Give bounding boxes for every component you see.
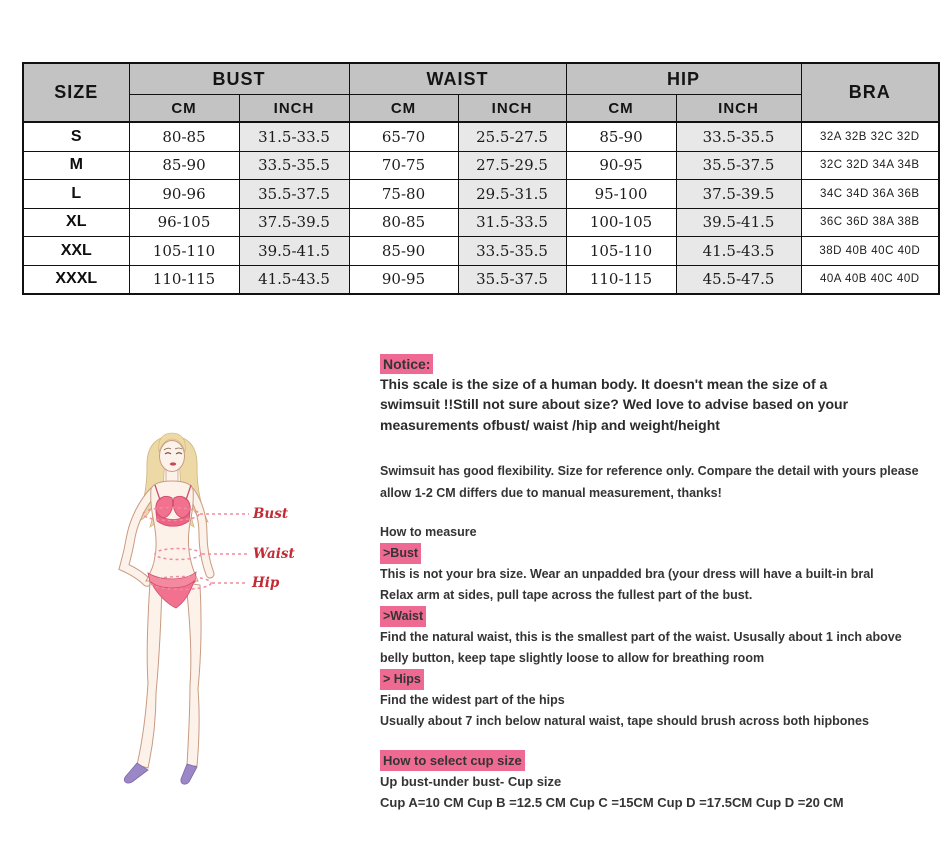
unit-header-bust-inch: INCH xyxy=(239,95,349,123)
hip-inch-cell: 39.5-41.5 xyxy=(676,208,801,237)
waist-cm-cell: 65-70 xyxy=(349,122,458,151)
left-leg xyxy=(137,581,162,768)
notice-heading-row xyxy=(380,354,936,374)
hip-cm-cell: 100-105 xyxy=(566,208,676,237)
hip-cm-cell: 85-90 xyxy=(566,122,676,151)
flexibility-line: Swimsuit has good flexibility. Size for reference only. Compare the detail with yours please xyxy=(380,464,919,479)
cup-size-heading: How to select cup size xyxy=(380,750,525,771)
column-header-bra: BRA xyxy=(801,63,939,122)
hip-cm-cell: 90-95 xyxy=(566,151,676,180)
column-header-size: SIZE xyxy=(23,63,129,122)
column-header-hip: HIP xyxy=(566,63,801,95)
size-cell: XXL xyxy=(23,237,129,266)
waist-cm-cell: 80-85 xyxy=(349,208,458,237)
notice-line: swimsuit !!Still not sure about size? Wed love to advise based on your xyxy=(380,396,849,413)
hip-inch-cell: 35.5-37.5 xyxy=(676,151,801,180)
bust-label: Bust xyxy=(253,506,289,522)
unit-header-hip-cm: CM xyxy=(566,95,676,123)
waist-inch-cell: 35.5-37.5 xyxy=(458,265,566,294)
hip-cm-cell: 110-115 xyxy=(566,265,676,294)
bra-cell: 40A 40B 40C 40D xyxy=(801,265,939,294)
cup-size-line: Up bust-under bust- Cup size xyxy=(380,774,562,790)
bust-instruction-line: Relax arm at sides, pull tape across the fullest part of the bust. xyxy=(380,588,753,603)
waist-inch-cell: 25.5-27.5 xyxy=(458,122,566,151)
right-leg xyxy=(186,583,201,766)
waist-cm-cell: 85-90 xyxy=(349,237,458,266)
waist-inch-cell: 29.5-31.5 xyxy=(458,180,566,209)
lips xyxy=(170,462,176,465)
right-shoe xyxy=(181,764,197,784)
waist-instruction-line: Find the natural waist, this is the smallest part of the waist. Ususally about 1 inch above xyxy=(380,630,902,645)
table-row-xxl xyxy=(23,237,939,266)
hip-label: Hip xyxy=(252,575,280,591)
bust-inch-cell: 33.5-35.5 xyxy=(239,151,349,180)
measurement-figure-sketch xyxy=(95,415,365,815)
column-header-waist: WAIST xyxy=(349,63,566,95)
hip-cm-cell: 105-110 xyxy=(566,237,676,266)
size-chart-table xyxy=(22,62,940,295)
cup-size-heading-row xyxy=(380,750,936,771)
torso xyxy=(146,481,198,581)
head xyxy=(160,441,185,472)
bust-inch-cell: 37.5-39.5 xyxy=(239,208,349,237)
waist-heading: >Waist xyxy=(380,606,426,627)
bust-inch-cell: 39.5-41.5 xyxy=(239,237,349,266)
notice-line: measurements ofbust/ waist /hip and weight/height xyxy=(380,416,720,433)
waist-inch-cell: 33.5-35.5 xyxy=(458,237,566,266)
hips-instruction-line: Find the widest part of the hips xyxy=(380,693,565,708)
notice-heading: Notice: xyxy=(380,354,433,374)
cup-size-line: Cup A=10 CM Cup B =12.5 CM Cup C =15CM Cup D =17.5CM Cup D =20 CM xyxy=(380,795,844,811)
bust-cm-cell: 105-110 xyxy=(129,237,239,266)
how-to-measure-heading: How to measure xyxy=(380,525,477,540)
bust-cm-cell: 80-85 xyxy=(129,122,239,151)
waist-cm-cell: 70-75 xyxy=(349,151,458,180)
cup-size-section xyxy=(380,750,936,813)
bra-cell: 32A 32B 32C 32D xyxy=(801,122,939,151)
hip-cm-cell: 95-100 xyxy=(566,180,676,209)
notice-line: This scale is the size of a human body. It doesn't mean the size of a xyxy=(380,376,828,392)
size-cell: M xyxy=(23,151,129,180)
size-chart xyxy=(22,62,940,295)
bust-inch-cell: 35.5-37.5 xyxy=(239,180,349,209)
waist-cm-cell: 90-95 xyxy=(349,265,458,294)
hip-inch-cell: 33.5-35.5 xyxy=(676,122,801,151)
unit-header-waist-cm: CM xyxy=(349,95,458,123)
bust-cm-cell: 85-90 xyxy=(129,151,239,180)
hip-inch-cell: 45.5-47.5 xyxy=(676,265,801,294)
bust-instruction-line: This is not your bra size. Wear an unpadded bra (your dress will have a built-in bral xyxy=(380,567,874,582)
hip-inch-cell: 37.5-39.5 xyxy=(676,180,801,209)
hip-inch-cell: 41.5-43.5 xyxy=(676,237,801,266)
waist-cm-cell: 75-80 xyxy=(349,180,458,209)
column-header-bust: BUST xyxy=(129,63,349,95)
bust-cm-cell: 96-105 xyxy=(129,208,239,237)
table-row-m xyxy=(23,151,939,180)
hips-heading: > Hips xyxy=(380,669,424,690)
bust-heading: >Bust xyxy=(380,543,421,564)
table-row-s xyxy=(23,122,939,151)
waist-inch-cell: 31.5-33.5 xyxy=(458,208,566,237)
waist-label: Waist xyxy=(253,546,295,562)
waist-inch-cell: 27.5-29.5 xyxy=(458,151,566,180)
bra-cell: 34C 34D 36A 36B xyxy=(801,180,939,209)
size-cell: L xyxy=(23,180,129,209)
size-cell: XXXL xyxy=(23,265,129,294)
how-to-measure-section xyxy=(380,522,936,732)
size-cell: XL xyxy=(23,208,129,237)
bust-inch-cell: 31.5-33.5 xyxy=(239,122,349,151)
bust-cm-cell: 90-96 xyxy=(129,180,239,209)
bust-heading-row xyxy=(380,543,936,564)
table-row-xl xyxy=(23,208,939,237)
notes-panel xyxy=(380,354,936,813)
hips-heading-row xyxy=(380,669,936,690)
bra-cell: 38D 40B 40C 40D xyxy=(801,237,939,266)
bust-cm-cell: 110-115 xyxy=(129,265,239,294)
figure-illustration xyxy=(95,415,365,815)
table-row-l xyxy=(23,180,939,209)
unit-header-hip-inch: INCH xyxy=(676,95,801,123)
bra-cell: 32C 32D 34A 34B xyxy=(801,151,939,180)
waist-heading-row xyxy=(380,606,936,627)
bra-cell: 36C 36D 38A 38B xyxy=(801,208,939,237)
flexibility-line: allow 1-2 CM differs due to manual measurement, thanks! xyxy=(380,486,722,501)
size-cell: S xyxy=(23,122,129,151)
table-row-xxxl xyxy=(23,265,939,294)
unit-header-waist-inch: INCH xyxy=(458,95,566,123)
waist-instruction-line: belly button, keep tape slightly loose to allow for breathing room xyxy=(380,651,765,666)
unit-header-bust-cm: CM xyxy=(129,95,239,123)
hips-instruction-line: Usually about 7 inch below natural waist, tape should brush across both hipbones xyxy=(380,714,869,729)
bust-inch-cell: 41.5-43.5 xyxy=(239,265,349,294)
flexibility-note xyxy=(380,460,936,504)
